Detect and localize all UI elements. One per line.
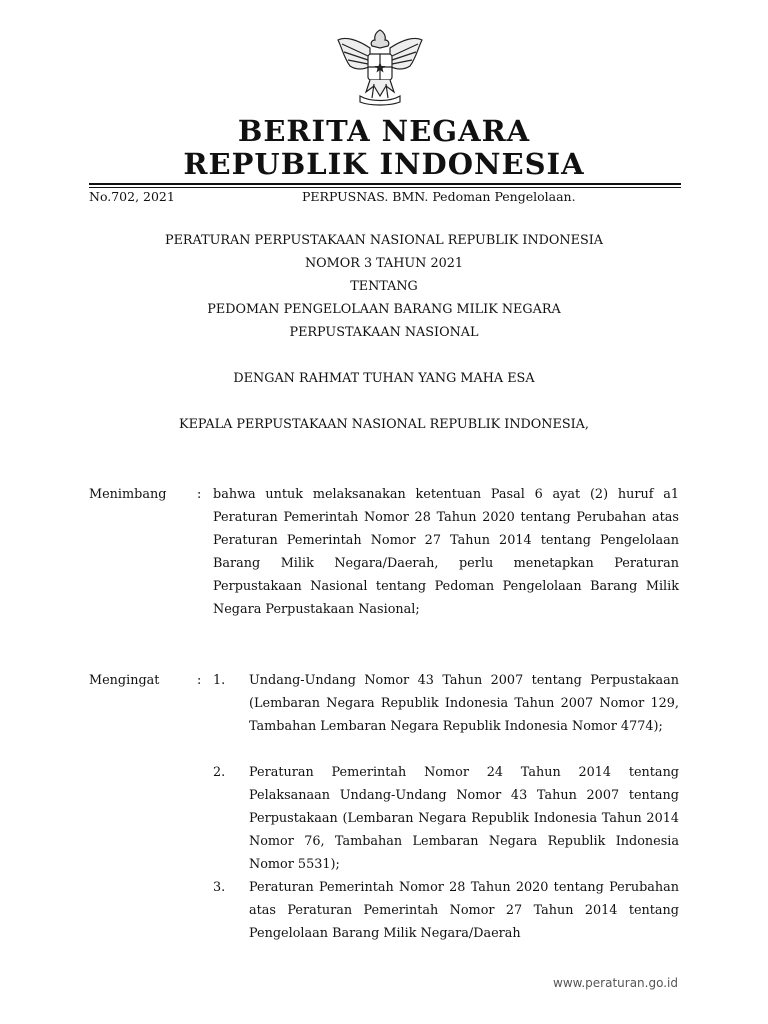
authority: KEPALA PERPUSTAKAAN NASIONAL REPUBLIK INDONESIA, [179,417,589,432]
gazette-subject: PERPUSNAS. BMN. Pedoman Pengelolaan. [302,189,576,204]
footer-url: www.peraturan.go.id [553,976,678,990]
masthead-subtitle: REPUBLIK INDONESIA [183,147,585,181]
list-item-text: Undang-Undang Nomor 43 Tahun 2007 tentang Perpustakaan (Lembaran Negara Republik Indonesia Tahun 2007 Nomor 129, Tambahan Lembaran Negara Republik Indonesia Nomor 4774); [249,673,679,734]
header-rule [89,183,681,185]
masthead-title: BERITA NEGARA [237,114,531,148]
menimbang-colon: : [197,487,202,502]
regulation-number: NOMOR 3 TAHUN 2021 [304,256,464,271]
regulation-subject-line2: PERPUSTAKAAN NASIONAL [289,325,479,340]
list-item-number: 2. [213,765,226,780]
garuda-emblem-icon [334,26,426,110]
invocation: DENGAN RAHMAT TUHAN YANG MAHA ESA [233,371,535,386]
menimbang-text: bahwa untuk melaksanakan ketentuan Pasal 6 ayat (2) huruf a1 Peraturan Pemerintah Nomor 28 Tahun 2020 tentang Perubahan atas Peraturan Pemerintah Nomor 27 Tahun 2014 tentang Pengelolaan Barang Milik Negara/Daerah, perlu menetapkan Peraturan Perpustakaan Nasional tentang Pedoman Pengelolaan Barang Milik Negara Perpustakaan Nasional; [213,487,679,617]
list-item-number: 3. [213,880,226,895]
regulation-about: TENTANG [350,279,418,294]
menimbang-label: Menimbang [89,487,167,502]
list-item-number: 1. [213,673,226,688]
mengingat-colon: : [197,673,202,688]
gazette-number: No.702, 2021 [89,189,175,204]
mengingat-label: Mengingat [89,673,160,688]
list-item-text: Peraturan Pemerintah Nomor 28 Tahun 2020 tentang Perubahan atas Peraturan Pemerintah Nomor 27 Tahun 2014 tentang Pengelolaan Barang Milik Negara/Daerah [249,880,679,941]
regulation-subject-line1: PEDOMAN PENGELOLAAN BARANG MILIK NEGARA [207,302,561,317]
header-rule-thin [89,187,681,188]
list-item-text: Peraturan Pemerintah Nomor 24 Tahun 2014 tentang Pelaksanaan Undang-Undang Nomor 43 Tahun 2007 tentang Perpustakaan (Lembaran Negara Republik Indonesia Tahun 2014 Nomor 76, Tambahan Lembaran Negara Republik Indonesia Nomor 5531); [249,765,679,872]
regulation-title-line1: PERATURAN PERPUSTAKAAN NASIONAL REPUBLIK INDONESIA [164,233,604,248]
